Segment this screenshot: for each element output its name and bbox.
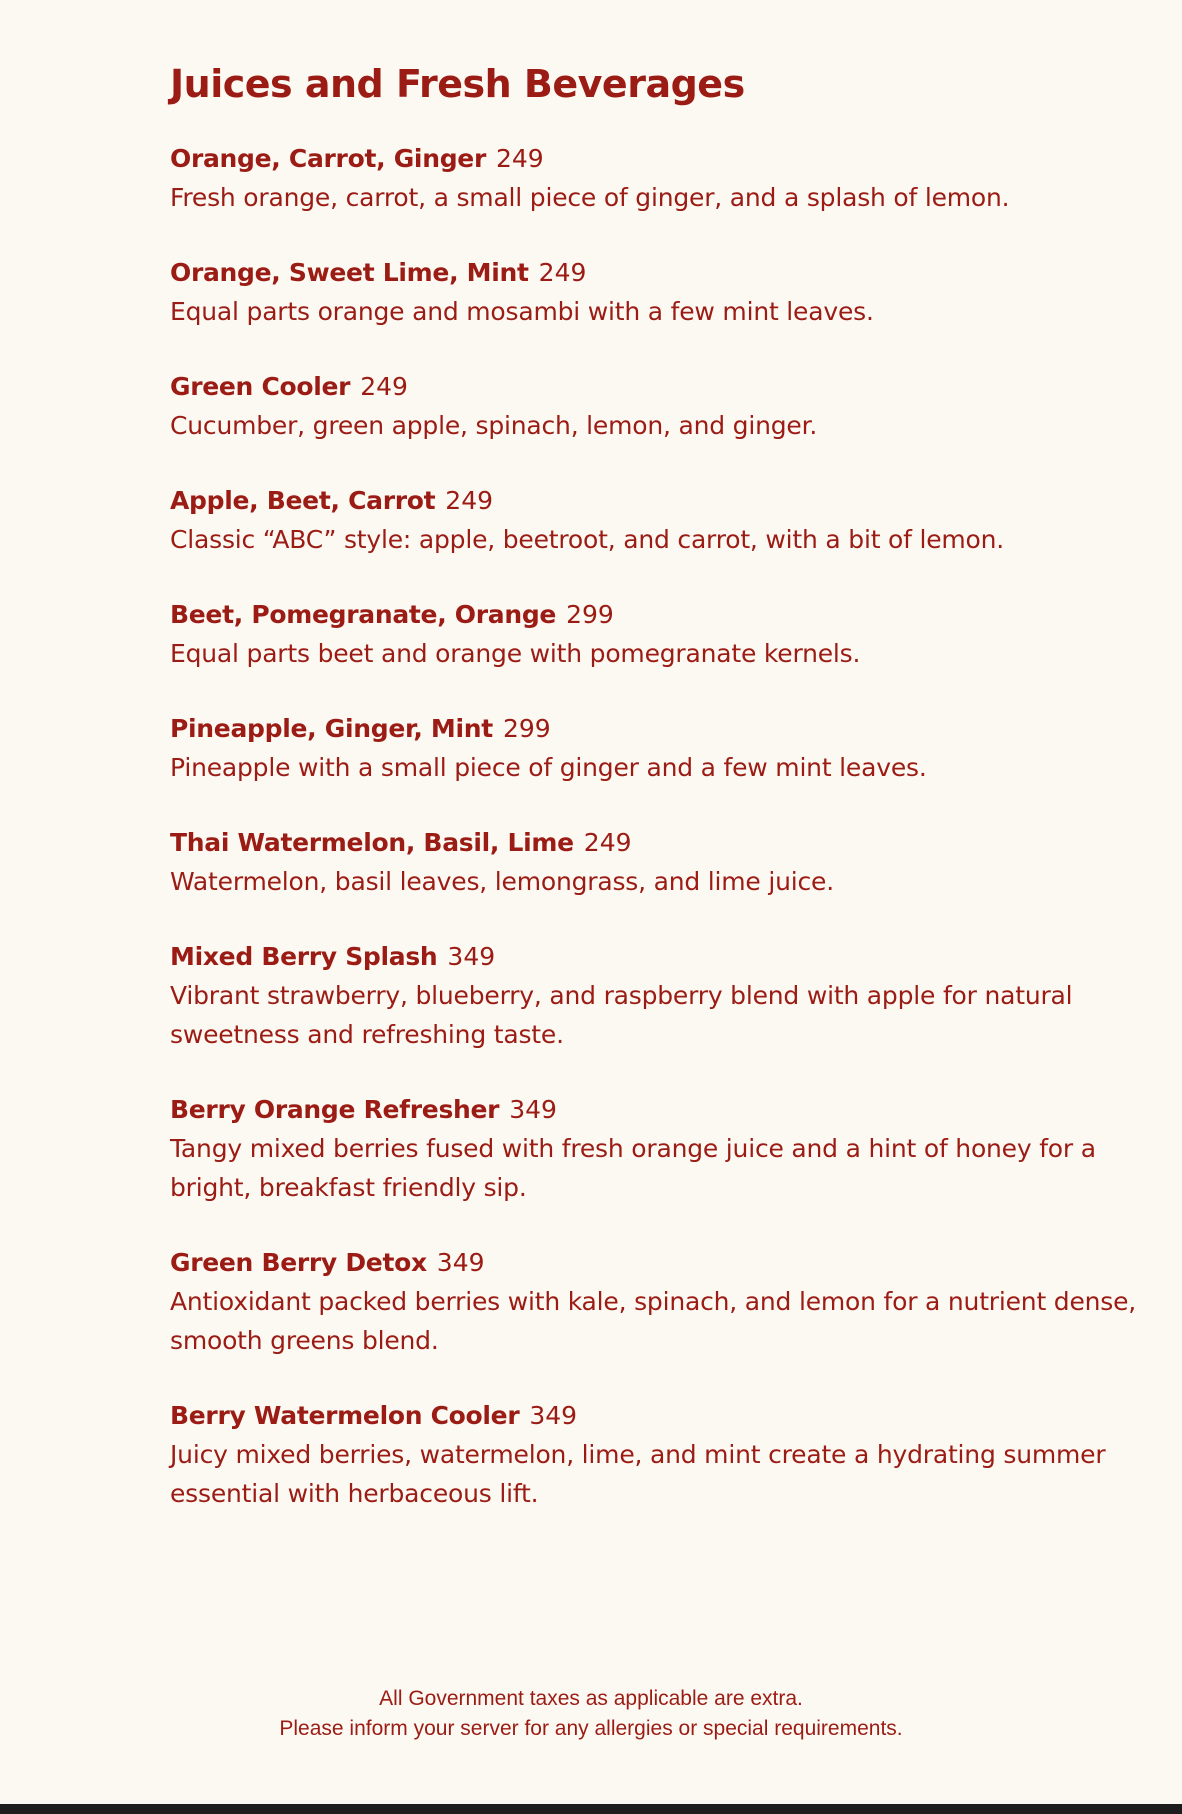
item-name: Green Berry Detox [170,1248,427,1277]
item-price: 249 [538,258,587,287]
menu-item [170,596,1160,673]
item-description: Pineapple with a small piece of ginger and a few mint leaves. [170,753,927,782]
item-price: 299 [566,600,614,629]
menu-item [170,254,1160,331]
menu-item [170,482,1160,559]
menu-content [170,56,1160,1550]
menu-item [170,140,1160,217]
item-description: Watermelon, basil leaves, lemongrass, and lime juice. [170,867,834,896]
item-description: Tangy mixed berries fused with fresh orange juice and a hint of honey for a bright, breakfast friendly sip. [170,1134,1096,1202]
item-price: 299 [502,714,551,743]
menu-item [170,1397,1160,1513]
menu-item [170,368,1160,445]
item-name: Thai Watermelon, Basil, Lime [170,828,574,857]
item-name: Pineapple, Ginger, Mint [170,714,493,743]
item-name: Berry Watermelon Cooler [170,1401,520,1430]
item-price: 349 [447,942,496,971]
menu-item [170,938,1160,1054]
bottom-border-bar [0,1804,1182,1814]
item-name: Berry Orange Refresher [170,1095,500,1124]
item-name: Beet, Pomegranate, Orange [170,600,557,629]
footer-note [0,1684,1182,1744]
footer-allergy-note: Please inform your server for any allergies or special requirements. [279,1717,903,1740]
item-description: Equal parts orange and mosambi with a few mint leaves. [170,297,874,326]
page-title: Juices and Fresh Beverages [170,62,745,106]
item-name: Orange, Sweet Lime, Mint [170,258,529,287]
menu-item [170,1091,1160,1207]
item-description: Vibrant strawberry, blueberry, and raspberry blend with apple for natural sweetness and refreshing taste. [170,981,1073,1049]
footer-tax-note: All Government taxes as applicable are extra. [379,1687,803,1710]
item-price: 249 [360,372,408,401]
item-description: Fresh orange, carrot, a small piece of ginger, and a splash of lemon. [170,183,1010,212]
item-description: Cucumber, green apple, spinach, lemon, and ginger. [170,411,818,440]
item-price: 249 [495,144,544,173]
menu-item [170,710,1160,787]
item-name: Orange, Carrot, Ginger [170,144,486,173]
item-price: 349 [436,1248,485,1277]
item-description: Classic “ABC” style: apple, beetroot, and carrot, with a bit of lemon. [170,525,1005,554]
item-price: 349 [509,1095,557,1124]
item-price: 349 [529,1401,578,1430]
menu-item [170,824,1160,901]
item-price: 249 [583,828,632,857]
item-description: Juicy mixed berries, watermelon, lime, and mint create a hydrating summer essential with herbaceous lift. [170,1440,1106,1508]
item-name: Green Cooler [170,372,351,401]
item-price: 249 [445,486,494,515]
item-description: Antioxidant packed berries with kale, spinach, and lemon for a nutrient dense, smooth greens blend. [170,1287,1137,1355]
menu-item [170,1244,1160,1360]
item-description: Equal parts beet and orange with pomegranate kernels. [170,639,861,668]
item-name: Apple, Beet, Carrot [170,486,436,515]
item-name: Mixed Berry Splash [170,942,438,971]
